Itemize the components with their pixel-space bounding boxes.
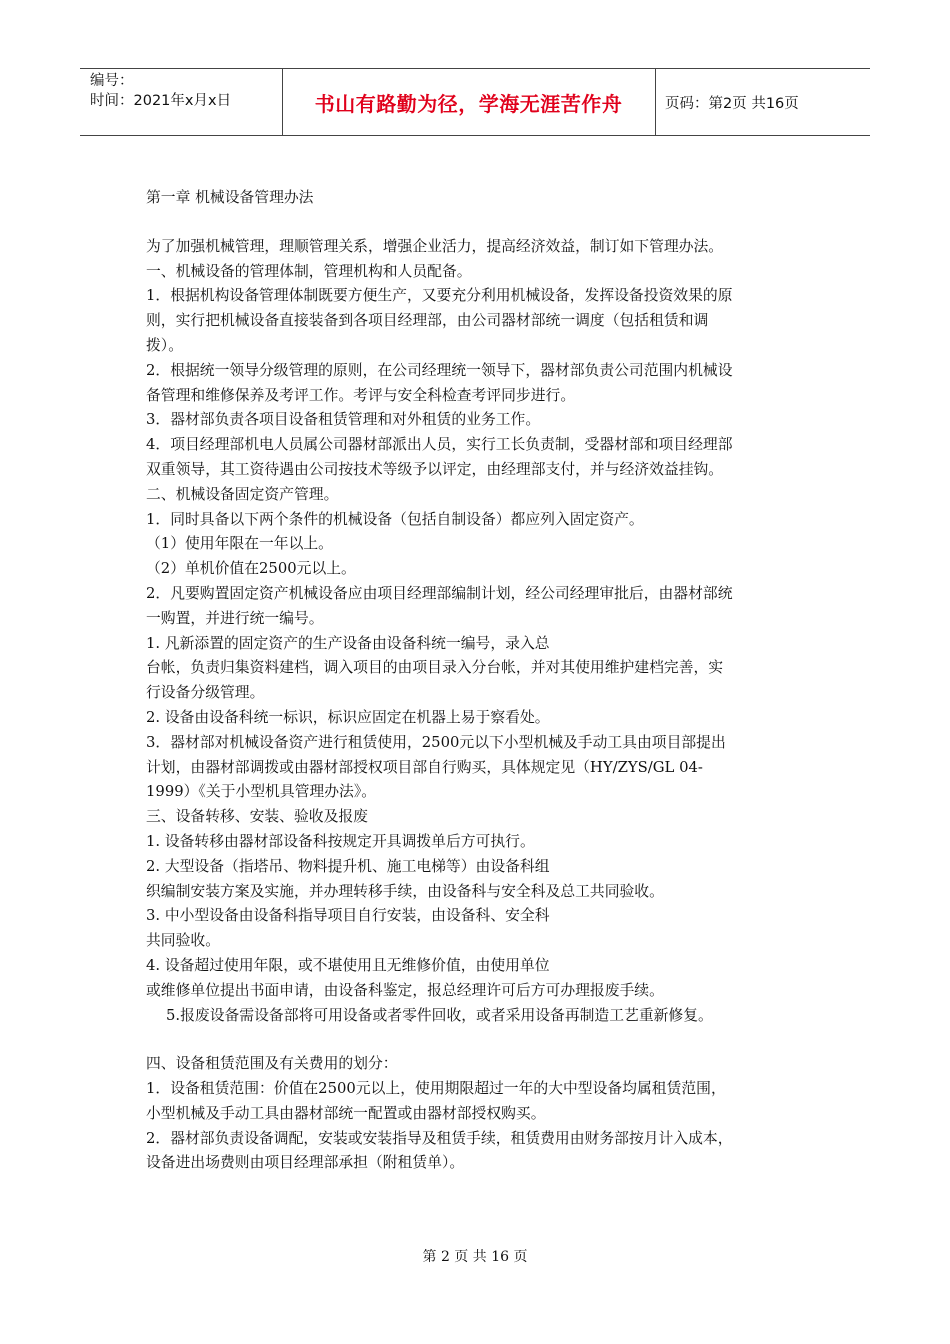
- paragraph-line: 3. 中小型设备由设备科指导项目自行安装，由设备科、安全科: [146, 907, 550, 925]
- paragraph-line: 3．器材部负责各项目设备租赁管理和对外租赁的业务工作。: [146, 411, 541, 429]
- paragraph-line: 2. 大型设备（指塔吊、物料提升机、施工电梯等）由设备科组: [146, 857, 550, 875]
- paragraph-line: 为了加强机械管理，理顺管理关系，增强企业活力，提高经济效益，制订如下管理办法。: [146, 237, 724, 255]
- header-meta: [90, 71, 231, 111]
- number-label: 编号：: [90, 73, 134, 89]
- header-motto: 书山有路勤为径，学海无涯苦作舟: [314, 91, 623, 116]
- chapter-title: 第一章 机械设备管理办法: [146, 189, 314, 206]
- header-divider: [655, 69, 656, 135]
- paragraph-line: 拨）。: [146, 336, 183, 354]
- paragraph-line: 一购置，并进行统一编号。: [146, 609, 324, 627]
- paragraph-line: 2. 设备由设备科统一标识，标识应固定在机器上易于察看处。: [146, 708, 550, 726]
- paragraph-line: 台帐，负责归集资料建档，调入项目的由项目录入分台帐，并对其使用维护建档完善，实: [146, 659, 724, 677]
- page-header: [80, 68, 870, 136]
- document-body: [146, 186, 810, 1176]
- paragraph-line: 4. 设备超过使用年限，或不堪使用且无维修价值，由使用单位: [146, 956, 550, 974]
- paragraph-line: 备管理和维修保养及考评工作。考评与安全科检查考评同步进行。: [146, 386, 576, 404]
- paragraph-line: 1999）《关于小型机具管理办法》。: [146, 783, 377, 801]
- paragraph-line: 双重领导，其工资待遇由公司按技术等级予以评定，由经理部支付，并与经济效益挂钩。: [146, 460, 724, 478]
- paragraph-line: 或维修单位提出书面申请，由设备科鉴定，报总经理许可后方可办理报废手续。: [146, 981, 664, 999]
- paragraph-line: （1）使用年限在一年以上。: [146, 535, 333, 553]
- paragraph-line: 2．根据统一领导分级管理的原则，在公司经理统一领导下，器材部负责公司范围内机械设: [146, 361, 733, 379]
- paragraph-line: 设备进出场费则由项目经理部承担（附租赁单）。: [146, 1154, 465, 1172]
- paragraph-line: 1．设备租赁范围：价值在2500元以上，使用期限超过一年的大中型设备均属租赁范围，: [146, 1080, 726, 1098]
- section-heading: 二、机械设备固定资产管理。: [146, 485, 339, 503]
- date-line: 时间：2021年x月x日: [90, 93, 232, 109]
- paragraph-line: 1. 设备转移由器材部设备科按规定开具调拨单后方可执行。: [146, 832, 535, 850]
- paragraph-line: 计划，由器材部调拨或由器材部授权项目部自行购买，具体规定见（HY/ZYS/GL 04-: [146, 758, 703, 776]
- paragraph-line: 行设备分级管理。: [146, 684, 265, 702]
- paragraph-line: 小型机械及手动工具由器材部统一配置或由器材部授权购买。: [146, 1104, 546, 1122]
- paragraph-line: （2）单机价值在2500元以上。: [146, 560, 356, 578]
- section-heading: 四、设备租赁范围及有关费用的划分：: [146, 1055, 398, 1073]
- paragraph-line: 2．器材部负责设备调配，安装或安装指导及租赁手续，租赁费用由财务部按月计入成本，: [146, 1129, 733, 1147]
- paragraph-line: 2．凡要购置固定资产机械设备应由项目经理部编制计划，经公司经理审批后，由器材部统: [146, 584, 733, 602]
- paragraph-line: 共同验收。: [146, 932, 220, 950]
- header-page-info: 页码：第2页 共16页: [665, 96, 799, 112]
- paragraph-line: 1．根据机构设备管理体制既要方便生产，又要充分利用机械设备，发挥设备投资效果的原: [146, 287, 733, 305]
- section-heading: 三、设备转移、安装、验收及报废: [146, 808, 368, 826]
- page-footer: 第 2 页 共 16 页: [422, 1249, 528, 1265]
- paragraph-line: 织编制安装方案及实施，并办理转移手续，由设备科与安全科及总工共同验收。: [146, 882, 664, 900]
- section-heading: 一、机械设备的管理体制，管理机构和人员配备。: [146, 262, 472, 280]
- paragraph-line: 1．同时具备以下两个条件的机械设备（包括自制设备）都应列入固定资产。: [146, 510, 644, 528]
- paragraph-line: 则，实行把机械设备直接装备到各项目经理部，由公司器材部统一调度（包括租赁和调: [146, 312, 709, 330]
- paragraph-line: 5.报废设备需设备部将可用设备或者零件回收，或者采用设备再制造工艺重新修复。: [166, 1006, 713, 1024]
- paragraph-line: 1. 凡新添置的固定资产的生产设备由设备科统一编号，录入总: [146, 634, 550, 652]
- paragraph-line: 4．项目经理部机电人员属公司器材部派出人员，实行工长负责制，受器材部和项目经理部: [146, 436, 733, 454]
- paragraph-line: 3．器材部对机械设备资产进行租赁使用，2500元以下小型机械及手动工具由项目部提出: [146, 733, 726, 751]
